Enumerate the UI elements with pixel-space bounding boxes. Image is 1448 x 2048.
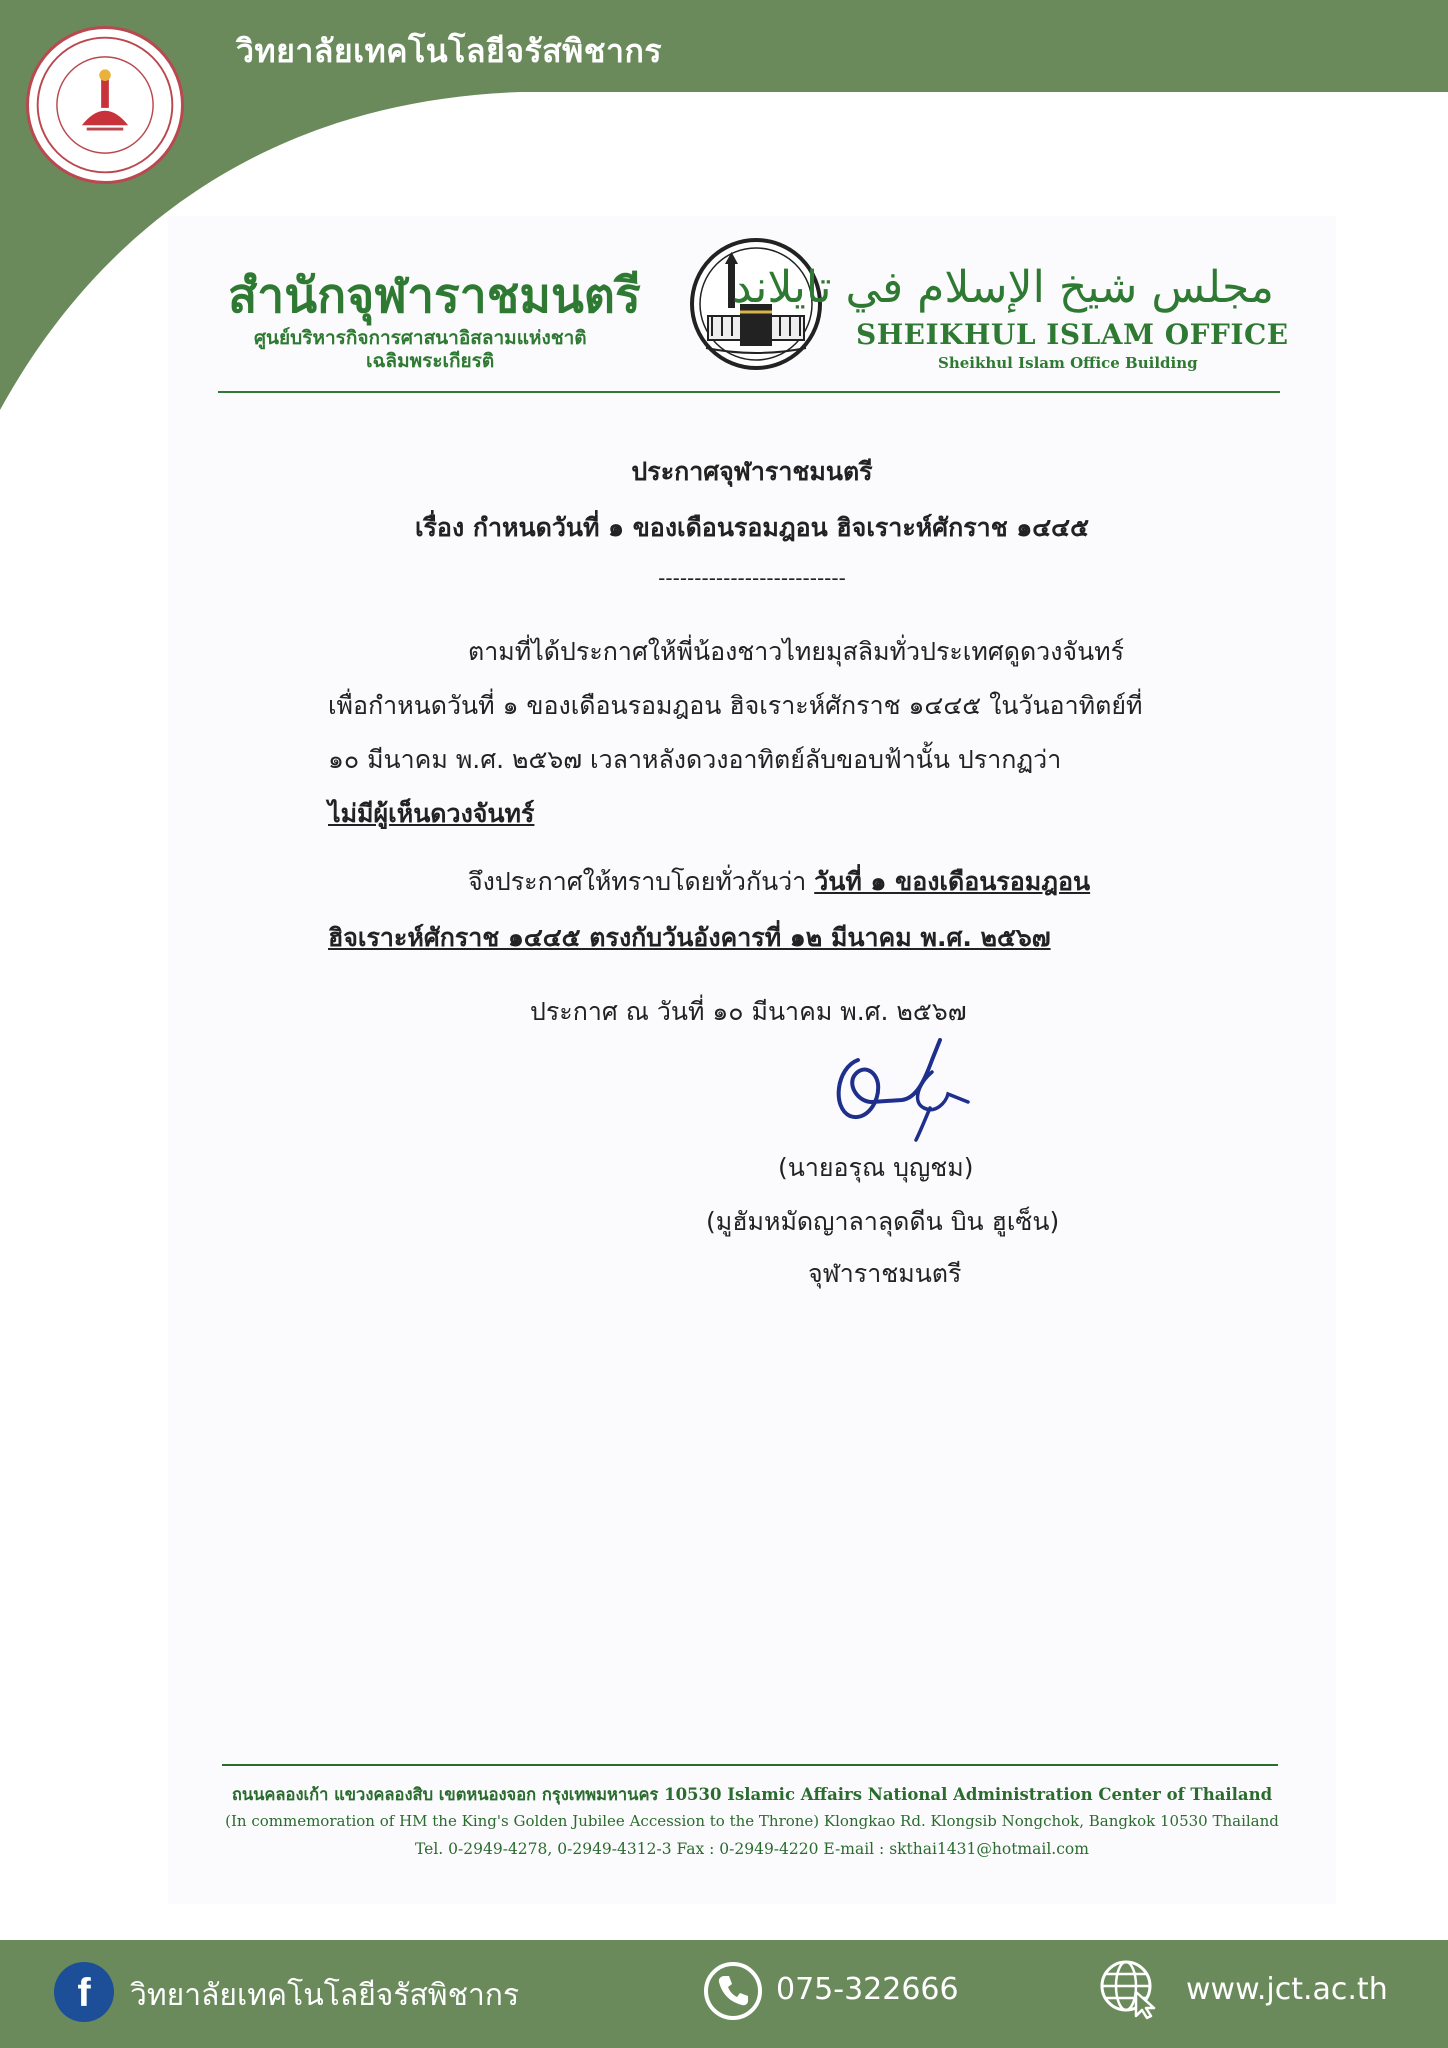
paragraph-2-emphasis: วันที่ ๑ ของเดือนรอมฎอน bbox=[814, 867, 1091, 896]
paragraph-2-prefix: จึงประกาศให้ทราบโดยทั่วกันว่า bbox=[468, 867, 815, 896]
paragraph-1-line-3: ๑๐ มีนาคม พ.ศ. ๒๕๖๗ เวลาหลังดวงอาทิตย์ลับขอบฟ้านั้น ปรากฏว่า bbox=[328, 745, 1062, 774]
letterhead-divider bbox=[218, 391, 1280, 393]
letter-footer-address: ถนนคลองเก้า แขวงคลองสิบ เขตหนองจอก กรุงเทพมหานคร 10530 Islamic Affairs National Administration Center of Thailand bbox=[231, 1785, 1273, 1804]
letterhead-english-title: SHEIKHUL ISLAM OFFICE bbox=[856, 318, 1289, 351]
facebook-icon[interactable]: f bbox=[54, 1962, 114, 2022]
college-name: วิทยาลัยเทคโนโลยีจรัสพิชากร bbox=[236, 32, 662, 70]
letter-footer-address-en: (In commemoration of HM the King's Golden Jubilee Accession to the Throne) Klongkao Rd. Klongsib Nongchok, Bangkok 10530 Thailand bbox=[225, 1812, 1279, 1830]
globe-cursor-icon bbox=[1098, 1958, 1160, 2020]
letterhead-english-subtitle: Sheikhul Islam Office Building bbox=[938, 354, 1198, 372]
college-logo bbox=[26, 26, 184, 184]
phone-number[interactable]: 075-322666 bbox=[776, 1972, 959, 2007]
website-link[interactable]: www.jct.ac.th bbox=[1186, 1972, 1388, 2007]
paragraph-2-line-1 bbox=[328, 862, 1204, 902]
paragraph-1-line-1: ตามที่ได้ประกาศให้พี่น้องชาวไทยมุสลิมทั่วประเทศดูดวงจันทร์ bbox=[468, 637, 1125, 666]
letterhead-arabic-title: مجلس شيخ الإسلام في تايلاند bbox=[731, 262, 1274, 313]
letterhead-thai-subtitle-2: เฉลิมพระเกียรติ bbox=[366, 350, 495, 372]
phone-icon bbox=[702, 1960, 764, 2022]
footer-divider bbox=[222, 1764, 1278, 1766]
signer-islamic-name: (มูฮัมหมัดญาลาลุดดีน บิน ฮูเซ็น) bbox=[706, 1207, 1060, 1236]
signer-position: จุฬาราชมนตรี bbox=[808, 1259, 962, 1288]
announcement-subject: เรื่อง กำหนดวันที่ ๑ ของเดือนรอมฎอน ฮิจเราะห์ศักราช ๑๔๔๕ bbox=[414, 513, 1090, 542]
letterhead-thai-subtitle: ศูนย์บริหารกิจการศาสนาอิสลามแห่งชาติ bbox=[254, 327, 587, 349]
paragraph-1-line-4: ไม่มีผู้เห็นดวงจันทร์ bbox=[328, 799, 535, 828]
paragraph-2-line-2: ฮิจเราะห์ศักราช ๑๔๔๕ ตรงกับวันอังคารที่ ๑๒ มีนาคม พ.ศ. ๒๕๖๗ bbox=[328, 923, 1051, 952]
title-separator: -------------------------- bbox=[658, 566, 846, 590]
letter-footer-contacts: Tel. 0-2949-4278, 0-2949-4312-3 Fax : 0-2949-4220 E-mail : skthai1431@hotmail.com bbox=[415, 1840, 1089, 1858]
paragraph-1-line-2: เพื่อกำหนดวันที่ ๑ ของเดือนรอมฎอน ฮิจเราะห์ศักราช ๑๔๔๕ ในวันอาทิตย์ที่ bbox=[328, 691, 1143, 720]
announcement-date: ประกาศ ณ วันที่ ๑๐ มีนาคม พ.ศ. ๒๕๖๗ bbox=[530, 997, 967, 1026]
announcement-title: ประกาศจุฬาราชมนตรี bbox=[631, 457, 873, 486]
signer-name: (นายอรุณ บุญชม) bbox=[778, 1153, 974, 1182]
handwritten-signature bbox=[828, 1032, 980, 1144]
facebook-page-link[interactable]: วิทยาลัยเทคโนโลยีจรัสพิชากร bbox=[130, 1978, 520, 2013]
letterhead-thai-title: สำนักจุฬาราชมนตรี bbox=[228, 268, 641, 324]
